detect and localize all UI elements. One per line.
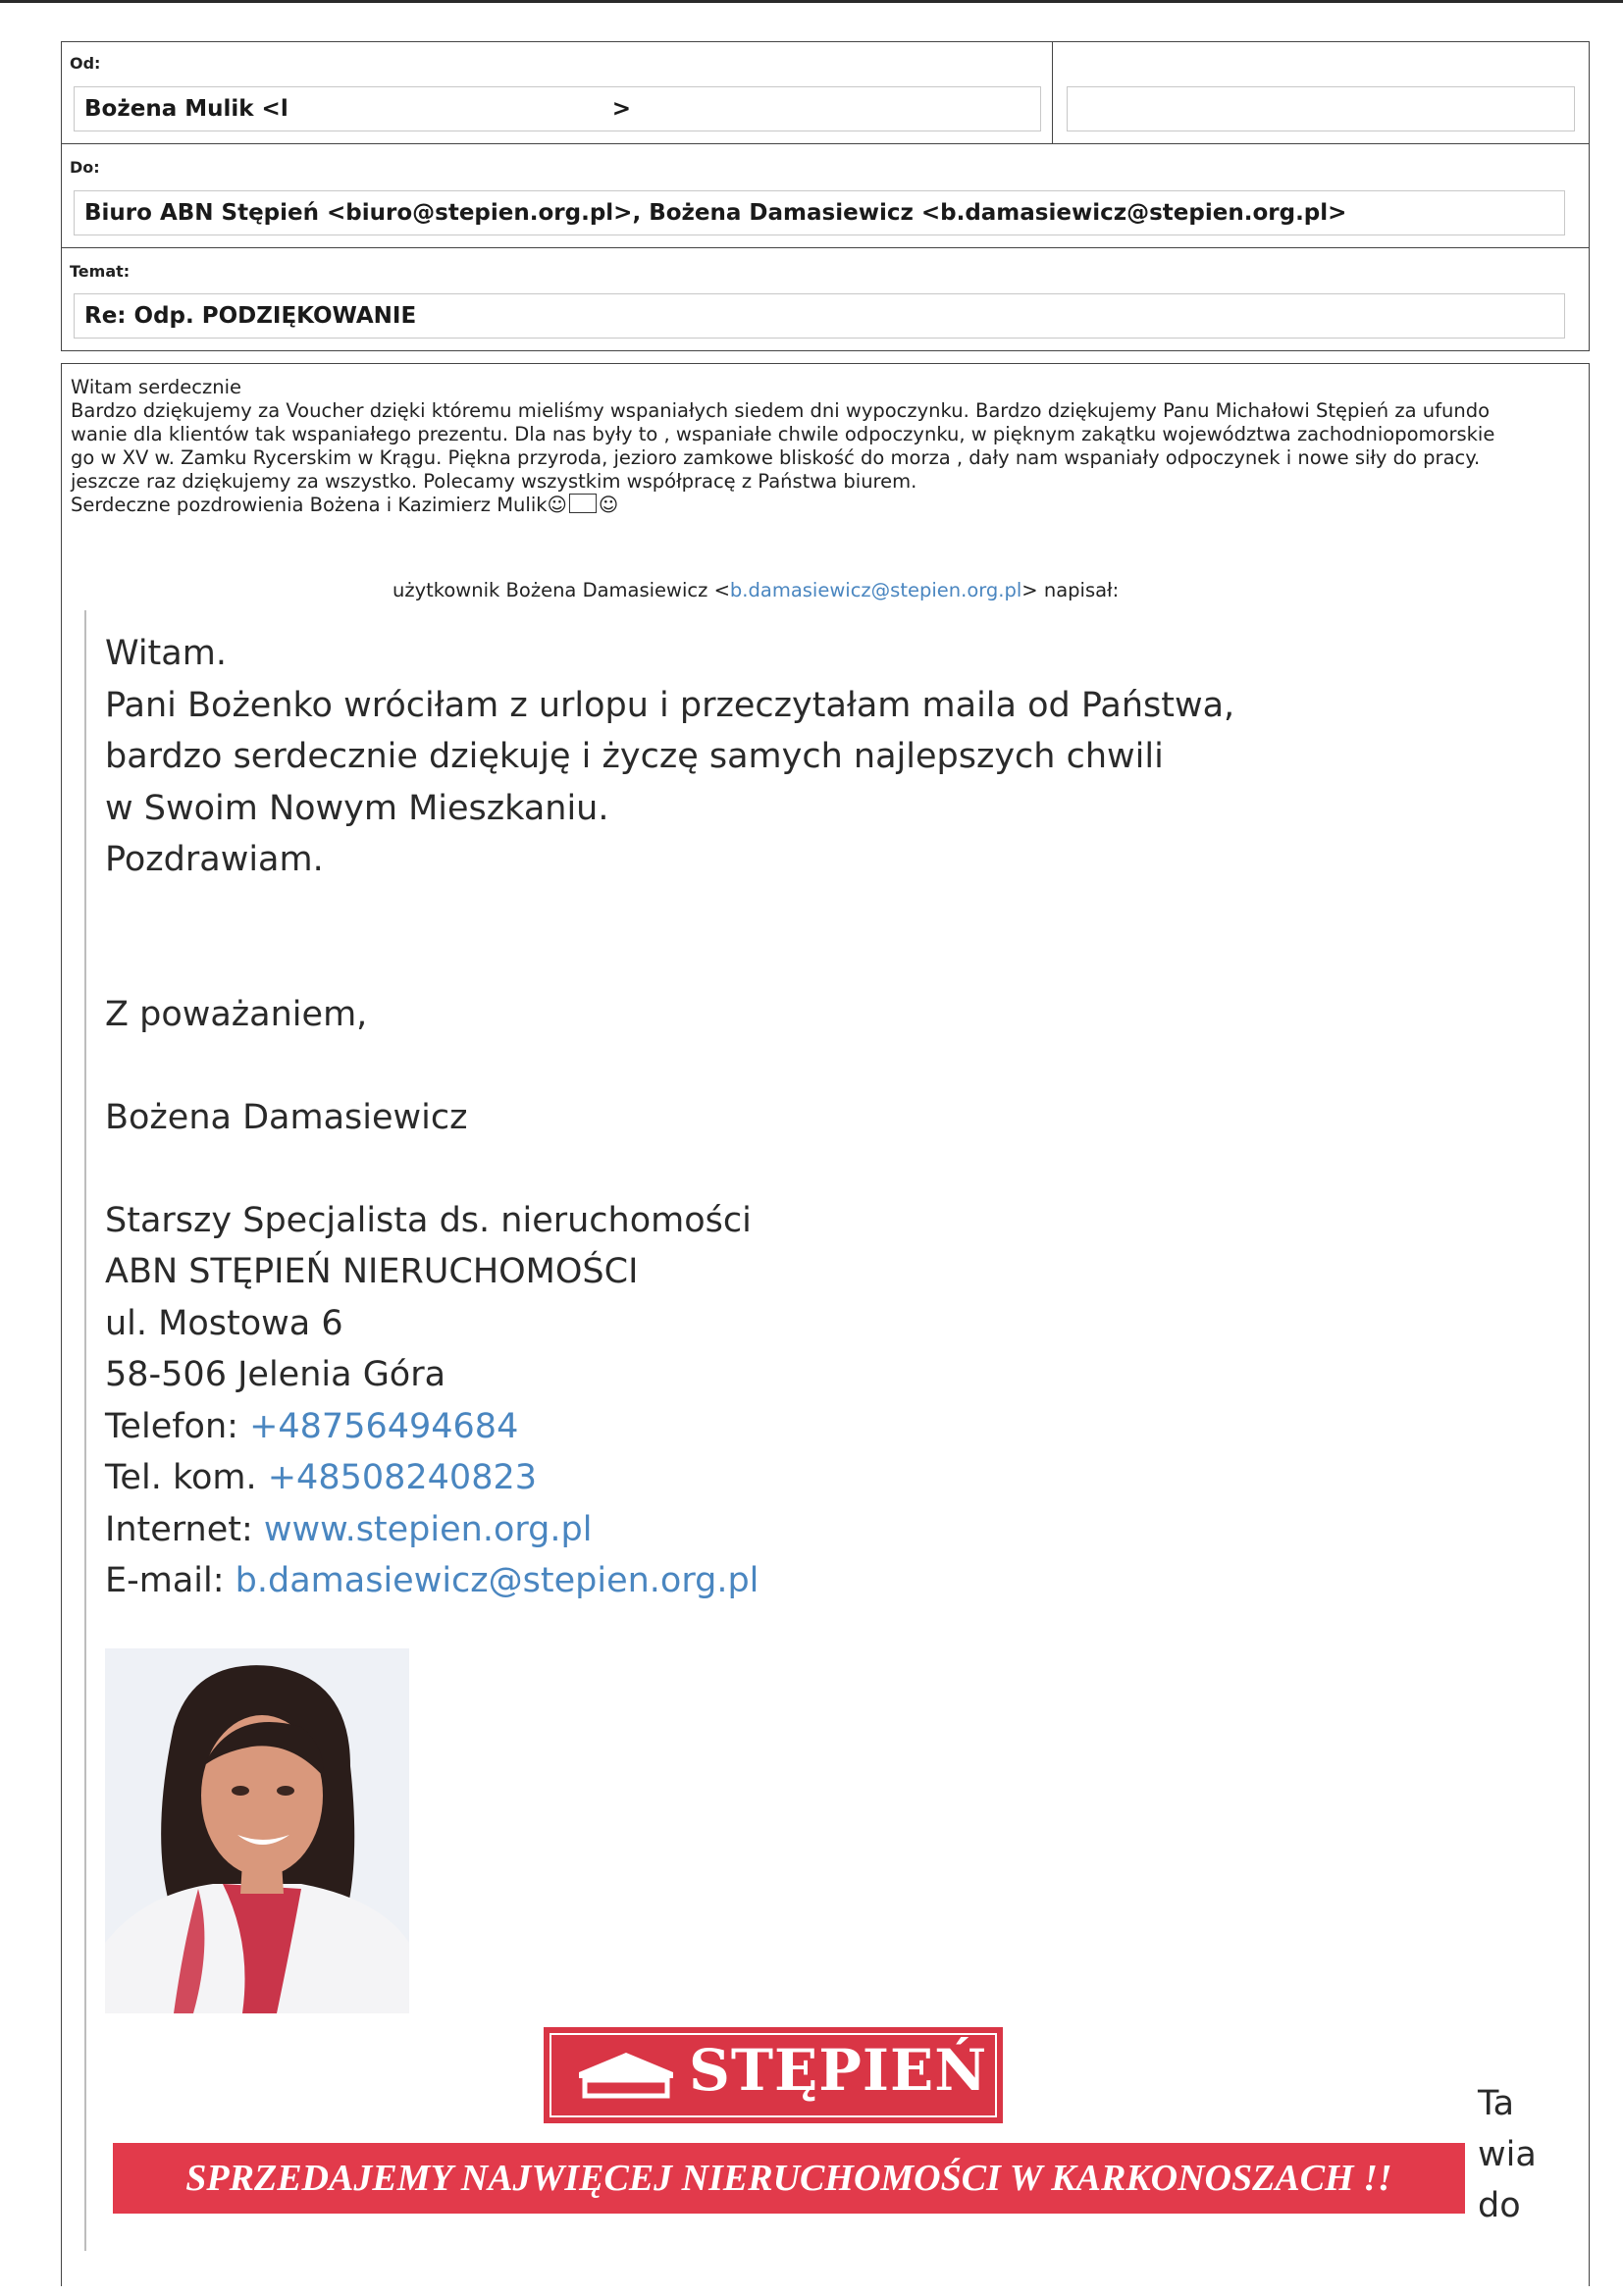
- portrait-image: [105, 1648, 409, 2013]
- to-section: [61, 143, 1590, 249]
- to-value: Biuro ABN Stępień <biuro@stepien.org.pl>, Bożena Damasiewicz <b.damasiewicz@stepien.org.pl>: [84, 200, 1347, 226]
- house-icon: [575, 2049, 677, 2100]
- signature-position: Starszy Specjalista ds. nieruchomości: [105, 1200, 752, 1240]
- body-line: Witam serdecznie: [71, 376, 241, 398]
- quote-bar: [84, 610, 86, 2251]
- from-value: Bożena Mulik <l: [84, 96, 288, 122]
- smiley-icon: ☺: [598, 494, 619, 516]
- quote-attribution: [88, 579, 1560, 601]
- quote-line: Pozdrawiam.: [105, 840, 324, 879]
- quote-greeting: Witam.: [105, 634, 227, 673]
- body-line: Bardzo dziękujemy za Voucher dzięki któremu mieliśmy wspaniałych siedem dni wypoczynku. Bardzo dziękujemy Panu Michałowi Stępień za ufundo: [71, 399, 1490, 422]
- to-field: [74, 190, 1565, 235]
- truncated-side-text: [1478, 2078, 1537, 2231]
- signature-web: [105, 1504, 1479, 1556]
- logo-text: STĘPIEŃ: [689, 2037, 988, 2104]
- email-label: E-mail:: [105, 1561, 236, 1600]
- to-label: Do:: [70, 158, 100, 177]
- attribution-email-link[interactable]: b.damasiewicz@stepien.org.pl: [729, 579, 1022, 601]
- subject-value: Re: Odp. PODZIĘKOWANIE: [84, 303, 417, 329]
- phone-link[interactable]: +48756494684: [249, 1406, 519, 1446]
- from-value-end: >: [611, 96, 631, 122]
- signature-mobile: [105, 1452, 1479, 1504]
- body-line: go w XV w. Zamku Rycerskim w Krągu. Piękna przyroda, jezioro zamkowe bliskość do morza , dały nam wspaniały odpoczynek i nowe siły do pracy.: [71, 446, 1481, 469]
- quoted-message: [105, 628, 1479, 1607]
- mobile-label: Tel. kom.: [105, 1458, 268, 1497]
- web-link[interactable]: www.stepien.org.pl: [263, 1509, 593, 1549]
- attribution-prefix: użytkownik Bożena Damasiewicz <: [393, 579, 730, 601]
- signature-street: ul. Mostowa 6: [105, 1303, 343, 1343]
- from-side-field: [1067, 86, 1575, 131]
- signature-name: Bożena Damasiewicz: [105, 1097, 468, 1137]
- quote-line: bardzo serdecznie dziękuję i życzę samych najlepszych chwili: [105, 737, 1164, 776]
- phone-label: Telefon:: [105, 1406, 250, 1446]
- signature-phone: [105, 1401, 1479, 1453]
- signature-email: [105, 1555, 1479, 1607]
- body-line: wanie dla klientów tak wspaniałego prezentu. Dla nas były to , wspaniałe chwile odpoczynku, w pięknym zakątku województwa zachodniopomorskie: [71, 423, 1495, 445]
- body-closing: [71, 494, 1582, 517]
- message-text: [71, 376, 1582, 517]
- from-label: Od:: [70, 54, 101, 73]
- promo-banner: [113, 2143, 1465, 2214]
- banner-text: SPRZEDAJEMY NAJWIĘCEJ NIERUCHOMOŚCI W KARKONOSZACH !!: [185, 2158, 1392, 2199]
- web-label: Internet:: [105, 1509, 264, 1549]
- from-section: [61, 41, 1054, 145]
- email-link[interactable]: b.damasiewicz@stepien.org.pl: [235, 1561, 759, 1600]
- signature-city: 58-506 Jelenia Góra: [105, 1355, 446, 1394]
- subject-label: Temat:: [70, 262, 131, 281]
- subject-section: [61, 247, 1590, 351]
- attribution-suffix: > napisał:: [1021, 579, 1120, 601]
- quote-regards: Z poważaniem,: [105, 994, 368, 1034]
- body-line: jeszcze raz dziękujemy za wszystko. Polecamy wszystkim współpracę z Państwa biurem.: [71, 470, 917, 493]
- signature-photo: [105, 1648, 409, 2013]
- mobile-link[interactable]: +48508240823: [267, 1458, 538, 1497]
- from-side-section: [1052, 41, 1590, 145]
- page-top-rule: [0, 0, 1623, 3]
- quote-line: Pani Bożenko wróciłam z urlopu i przeczytałam maila od Państwa,: [105, 685, 1235, 725]
- closing-text: Serdeczne pozdrowienia Bożena i Kazimierz Mulik☺: [71, 494, 567, 516]
- side-line: Ta: [1478, 2084, 1515, 2123]
- side-line: do: [1478, 2186, 1521, 2225]
- unicode-box-icon: [569, 494, 597, 513]
- side-line: wia: [1478, 2135, 1537, 2174]
- from-field: [74, 86, 1041, 131]
- quote-line: w Swoim Nowym Mieszkaniu.: [105, 788, 609, 828]
- stepien-logo: [544, 2027, 1003, 2123]
- signature-company: ABN STĘPIEŃ NIERUCHOMOŚCI: [105, 1252, 639, 1291]
- subject-field: [74, 293, 1565, 339]
